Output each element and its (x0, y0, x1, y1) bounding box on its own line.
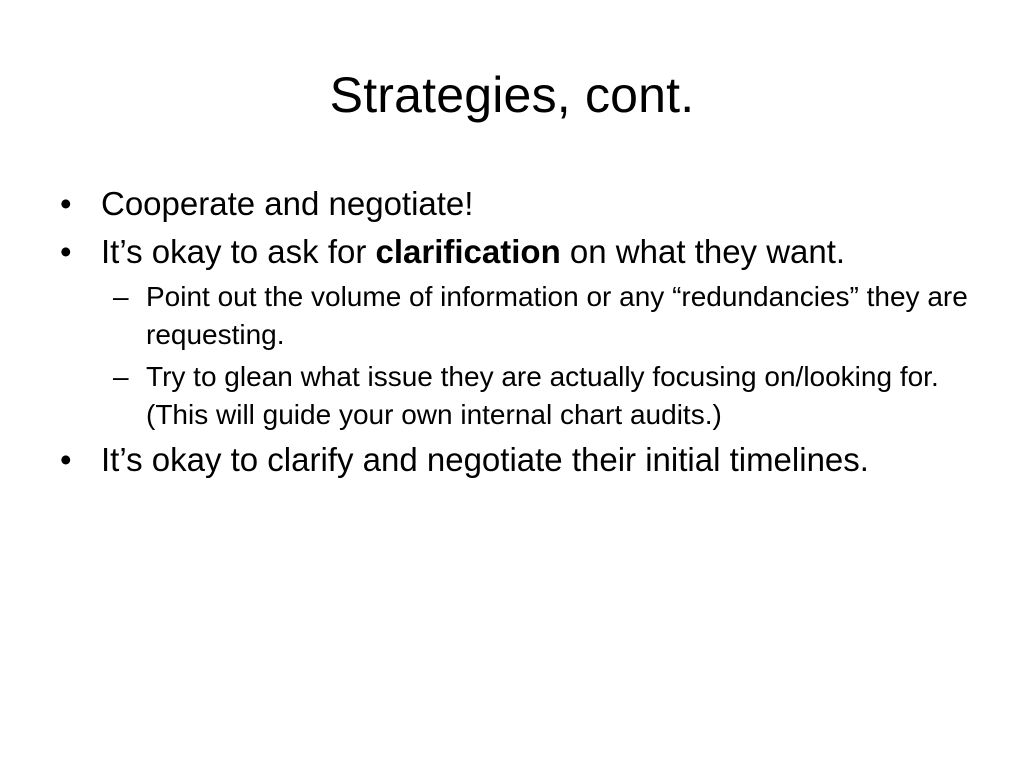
bullet-item-2 (56, 230, 976, 274)
bullet-item-1 (56, 182, 976, 226)
bullet-text-before: It’s okay to ask for (101, 233, 376, 270)
bullet-text-after: on what they want. (560, 233, 846, 270)
dash-icon: – (113, 361, 129, 392)
bullet-item-3 (56, 438, 976, 482)
slide-body (56, 182, 976, 486)
dash-icon: – (113, 281, 129, 312)
sub-bullet-item-2 (56, 358, 976, 434)
sub-bullet-text: Point out the volume of information or any “redundancies” they are requesting. (146, 281, 968, 350)
bullet-text: It’s okay to clarify and negotiate their initial timelines. (101, 441, 869, 478)
bullet-icon: • (60, 185, 72, 222)
bullet-text: Cooperate and negotiate! (101, 185, 474, 222)
bullet-icon: • (60, 441, 72, 478)
slide-title: Strategies, cont. (329, 67, 695, 123)
sub-bullet-text: Try to glean what issue they are actually focusing on/looking for. (This will guide your own internal chart audits.) (146, 361, 939, 430)
sub-bullet-item-1 (56, 278, 976, 354)
bullet-icon: • (60, 233, 72, 270)
bullet-text-bold: clarification (375, 233, 561, 270)
